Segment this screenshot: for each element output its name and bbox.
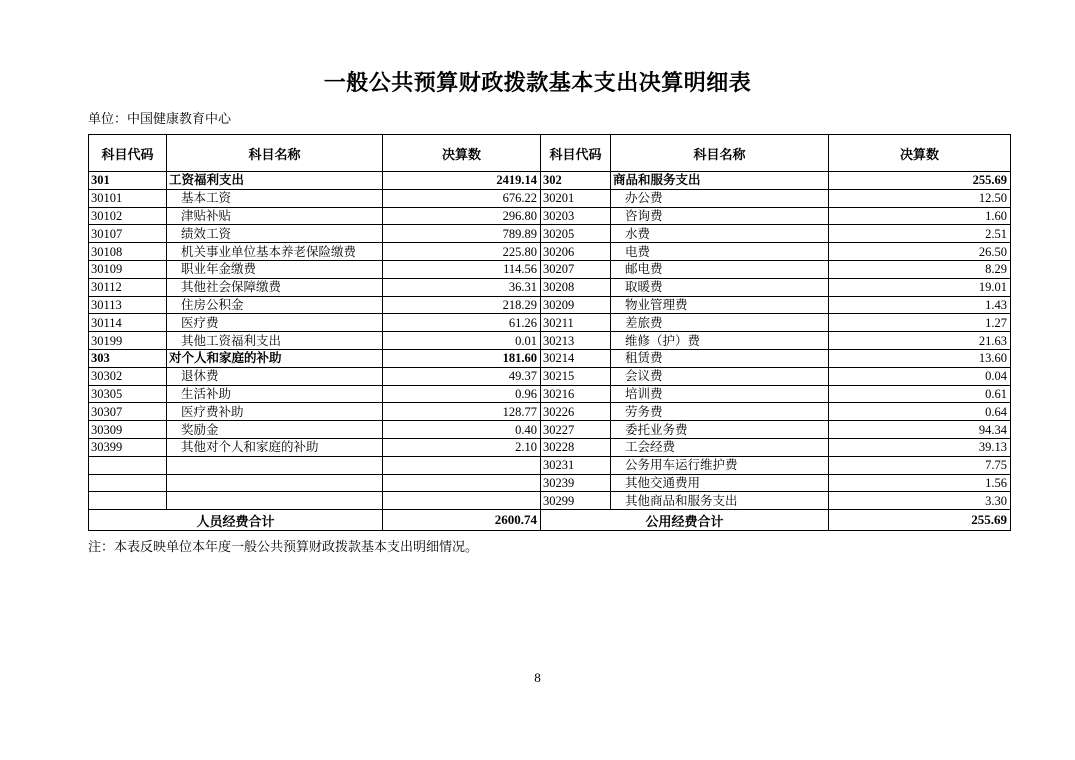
column-header-value-right: 决算数 <box>829 135 1011 172</box>
left-name-cell: 其他工资福利支出 <box>167 332 383 350</box>
right-name-cell: 委托业务费 <box>611 421 829 439</box>
column-header-name-right: 科目名称 <box>611 135 829 172</box>
left-value-cell: 676.22 <box>383 189 541 207</box>
left-name-cell: 退休费 <box>167 367 383 385</box>
left-value-cell: 789.89 <box>383 225 541 243</box>
left-name-cell: 职业年金缴费 <box>167 260 383 278</box>
table-row <box>89 332 1011 350</box>
left-code-cell: 30307 <box>89 403 167 421</box>
personnel-total-value: 2600.74 <box>383 510 541 531</box>
right-code-cell: 30231 <box>541 456 611 474</box>
right-code-cell: 30214 <box>541 349 611 367</box>
left-name-cell <box>167 474 383 492</box>
left-code-cell: 30102 <box>89 207 167 225</box>
table-row <box>89 314 1011 332</box>
left-code-cell <box>89 456 167 474</box>
right-name-cell: 培训费 <box>611 385 829 403</box>
right-name-cell: 咨询费 <box>611 207 829 225</box>
right-value-cell: 8.29 <box>829 260 1011 278</box>
left-value-cell: 218.29 <box>383 296 541 314</box>
right-name-cell: 水费 <box>611 225 829 243</box>
table-row <box>89 474 1011 492</box>
left-code-cell <box>89 492 167 510</box>
left-value-cell: 0.96 <box>383 385 541 403</box>
column-header-code-right: 科目代码 <box>541 135 611 172</box>
table-row <box>89 260 1011 278</box>
right-code-cell: 30206 <box>541 243 611 261</box>
left-name-cell: 住房公积金 <box>167 296 383 314</box>
left-value-cell <box>383 456 541 474</box>
page-title: 一般公共预算财政拨款基本支出决算明细表 <box>323 70 752 95</box>
right-name-cell: 公务用车运行维护费 <box>611 456 829 474</box>
left-value-cell: 181.60 <box>383 349 541 367</box>
table-row <box>89 421 1011 439</box>
right-value-cell: 1.60 <box>829 207 1011 225</box>
right-value-cell: 39.13 <box>829 438 1011 456</box>
left-name-cell: 津贴补贴 <box>167 207 383 225</box>
table-body <box>89 172 1011 510</box>
right-value-cell: 1.27 <box>829 314 1011 332</box>
right-name-cell: 工会经费 <box>611 438 829 456</box>
left-code-cell: 30109 <box>89 260 167 278</box>
right-value-cell: 1.43 <box>829 296 1011 314</box>
left-value-cell: 61.26 <box>383 314 541 332</box>
left-name-cell: 对个人和家庭的补助 <box>167 349 383 367</box>
right-value-cell: 1.56 <box>829 474 1011 492</box>
right-code-cell: 30216 <box>541 385 611 403</box>
right-value-cell: 12.50 <box>829 189 1011 207</box>
table-row <box>89 278 1011 296</box>
right-name-cell: 其他商品和服务支出 <box>611 492 829 510</box>
right-value-cell: 3.30 <box>829 492 1011 510</box>
public-total-value: 255.69 <box>829 510 1011 531</box>
right-value-cell: 0.61 <box>829 385 1011 403</box>
left-code-cell <box>89 474 167 492</box>
right-code-cell: 30227 <box>541 421 611 439</box>
table-row <box>89 456 1011 474</box>
header-row <box>89 135 1011 172</box>
left-value-cell: 0.40 <box>383 421 541 439</box>
right-value-cell: 19.01 <box>829 278 1011 296</box>
column-header-name-left: 科目名称 <box>167 135 383 172</box>
right-name-cell: 电费 <box>611 243 829 261</box>
right-value-cell: 0.64 <box>829 403 1011 421</box>
left-code-cell: 303 <box>89 349 167 367</box>
table-header <box>89 135 1011 172</box>
left-value-cell: 296.80 <box>383 207 541 225</box>
left-code-cell: 30399 <box>89 438 167 456</box>
table-row <box>89 438 1011 456</box>
right-value-cell: 0.04 <box>829 367 1011 385</box>
left-name-cell <box>167 456 383 474</box>
right-name-cell: 商品和服务支出 <box>611 172 829 190</box>
left-name-cell: 绩效工资 <box>167 225 383 243</box>
left-name-cell: 医疗费 <box>167 314 383 332</box>
right-code-cell: 30207 <box>541 260 611 278</box>
table-row <box>89 207 1011 225</box>
right-name-cell: 会议费 <box>611 367 829 385</box>
right-value-cell: 7.75 <box>829 456 1011 474</box>
table-row <box>89 243 1011 261</box>
table-footer <box>89 510 1011 531</box>
right-code-cell: 30203 <box>541 207 611 225</box>
left-value-cell <box>383 492 541 510</box>
table-row <box>89 172 1011 190</box>
right-value-cell: 94.34 <box>829 421 1011 439</box>
right-code-cell: 30213 <box>541 332 611 350</box>
right-code-cell: 30205 <box>541 225 611 243</box>
left-value-cell: 2419.14 <box>383 172 541 190</box>
footnote: 注：本表反映单位本年度一般公共预算财政拨款基本支出明细情况。 <box>88 539 479 554</box>
right-name-cell: 租赁费 <box>611 349 829 367</box>
right-name-cell: 邮电费 <box>611 260 829 278</box>
left-code-cell: 301 <box>89 172 167 190</box>
right-name-cell: 办公费 <box>611 189 829 207</box>
left-code-cell: 30108 <box>89 243 167 261</box>
page-number: 8 <box>534 670 541 685</box>
unit-label: 单位：中国健康教育中心 <box>88 111 232 126</box>
left-name-cell: 基本工资 <box>167 189 383 207</box>
right-code-cell: 30215 <box>541 367 611 385</box>
left-value-cell: 49.37 <box>383 367 541 385</box>
right-code-cell: 30201 <box>541 189 611 207</box>
right-code-cell: 30299 <box>541 492 611 510</box>
right-code-cell: 30228 <box>541 438 611 456</box>
table-row <box>89 349 1011 367</box>
public-total-label: 公用经费合计 <box>541 510 829 531</box>
column-header-code-left: 科目代码 <box>89 135 167 172</box>
left-name-cell: 其他对个人和家庭的补助 <box>167 438 383 456</box>
right-value-cell: 13.60 <box>829 349 1011 367</box>
right-code-cell: 30211 <box>541 314 611 332</box>
left-name-cell: 工资福利支出 <box>167 172 383 190</box>
right-code-cell: 30208 <box>541 278 611 296</box>
personnel-total-label: 人员经费合计 <box>89 510 383 531</box>
totals-row <box>89 510 1011 531</box>
right-code-cell: 30226 <box>541 403 611 421</box>
left-name-cell: 生活补助 <box>167 385 383 403</box>
table-row <box>89 367 1011 385</box>
table-row <box>89 225 1011 243</box>
table-row <box>89 189 1011 207</box>
left-code-cell: 30113 <box>89 296 167 314</box>
right-value-cell: 21.63 <box>829 332 1011 350</box>
left-code-cell: 30302 <box>89 367 167 385</box>
left-name-cell <box>167 492 383 510</box>
left-code-cell: 30114 <box>89 314 167 332</box>
right-value-cell: 2.51 <box>829 225 1011 243</box>
right-value-cell: 26.50 <box>829 243 1011 261</box>
right-name-cell: 差旅费 <box>611 314 829 332</box>
left-value-cell: 225.80 <box>383 243 541 261</box>
left-code-cell: 30101 <box>89 189 167 207</box>
right-code-cell: 30209 <box>541 296 611 314</box>
right-name-cell: 维修（护）费 <box>611 332 829 350</box>
left-value-cell: 36.31 <box>383 278 541 296</box>
right-name-cell: 物业管理费 <box>611 296 829 314</box>
right-name-cell: 劳务费 <box>611 403 829 421</box>
right-name-cell: 取暖费 <box>611 278 829 296</box>
column-header-value-left: 决算数 <box>383 135 541 172</box>
budget-table-container <box>88 134 1010 531</box>
left-code-cell: 30112 <box>89 278 167 296</box>
left-code-cell: 30199 <box>89 332 167 350</box>
left-value-cell: 128.77 <box>383 403 541 421</box>
left-code-cell: 30305 <box>89 385 167 403</box>
left-code-cell: 30309 <box>89 421 167 439</box>
left-name-cell: 医疗费补助 <box>167 403 383 421</box>
left-code-cell: 30107 <box>89 225 167 243</box>
left-name-cell: 其他社会保障缴费 <box>167 278 383 296</box>
left-value-cell: 0.01 <box>383 332 541 350</box>
right-value-cell: 255.69 <box>829 172 1011 190</box>
budget-detail-table <box>88 134 1011 531</box>
left-name-cell: 机关事业单位基本养老保险缴费 <box>167 243 383 261</box>
left-value-cell: 114.56 <box>383 260 541 278</box>
left-value-cell <box>383 474 541 492</box>
right-name-cell: 其他交通费用 <box>611 474 829 492</box>
table-row <box>89 296 1011 314</box>
right-code-cell: 30239 <box>541 474 611 492</box>
table-row <box>89 403 1011 421</box>
table-row <box>89 492 1011 510</box>
right-code-cell: 302 <box>541 172 611 190</box>
left-value-cell: 2.10 <box>383 438 541 456</box>
table-row <box>89 385 1011 403</box>
left-name-cell: 奖励金 <box>167 421 383 439</box>
